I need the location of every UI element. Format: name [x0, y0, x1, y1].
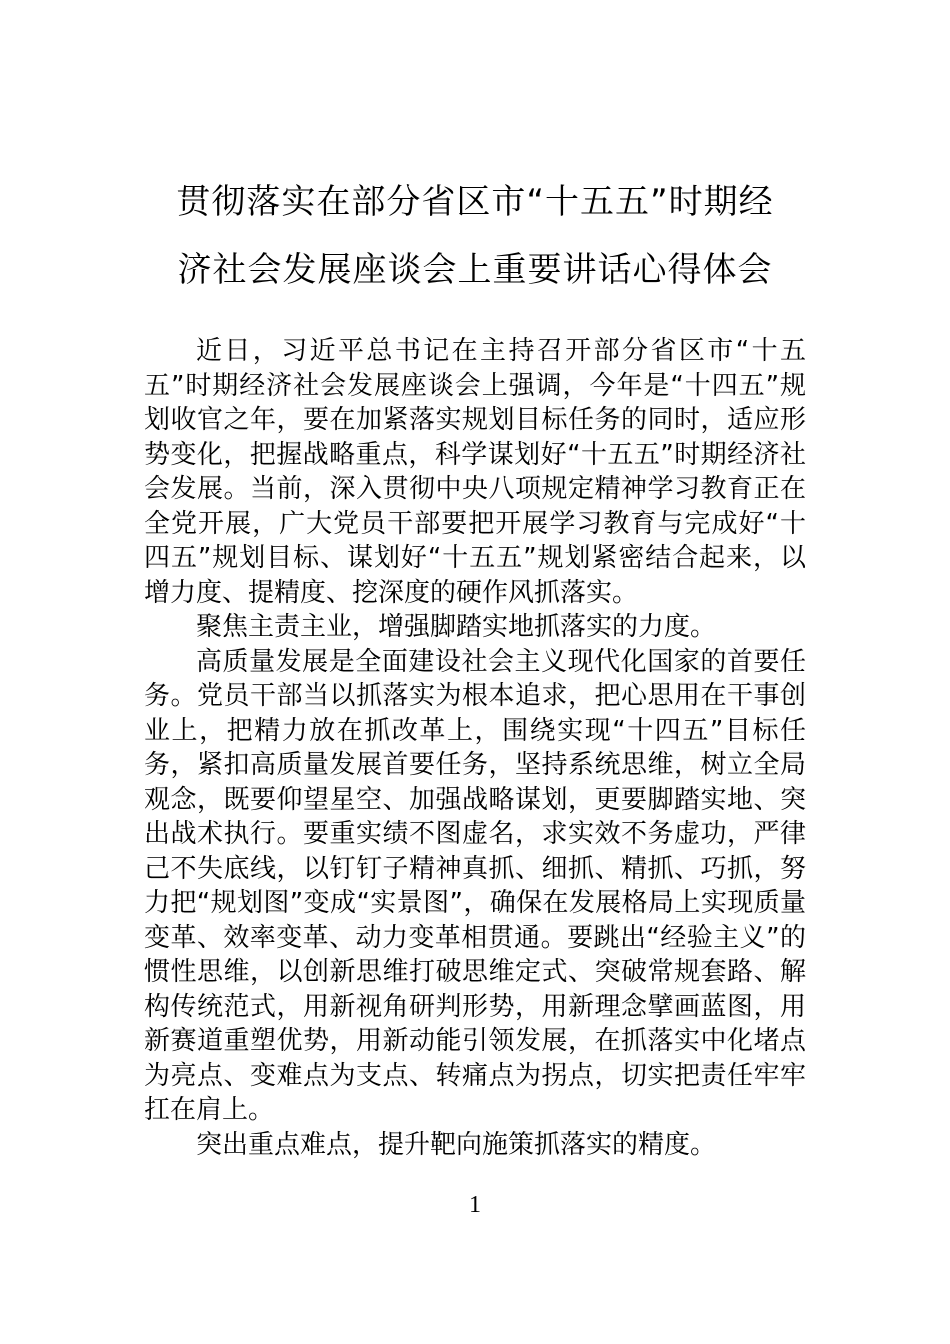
- title-line-2: 济社会发展座谈会上重要讲话心得体会: [177, 250, 773, 290]
- page-number: 1: [469, 1192, 481, 1218]
- document-title: [100, 168, 850, 304]
- paragraph-intro: 近日，习近平总书记在主持召开部分省区市“十五五”时期经济社会发展座谈会上强调，今年是“十四五”规划收官之年，要在加紧落实规划目标任务的同时，适应形势变化，把握战略重点，科学谋划好“十五五”时期经济社会发展。当前，深入贯彻中央八项规定精神学习教育正在全党开展，广大党员干部要把开展学习教育与完成好“十四五”规划目标、谋划好“十五五”规划紧密结合起来，以增力度、提精度、挖深度的硬作风抓落实。: [144, 336, 806, 608]
- document-body: [144, 334, 806, 1162]
- paragraph-body-1: 高质量发展是全面建设社会主义现代化国家的首要任务。党员干部当以抓落实为根本追求，把心思用在干事创业上，把精力放在抓改革上，围绕实现“十四五”目标任务，紧扣高质量发展首要任务，坚持系统思维，树立全局观念，既要仰望星空、加强战略谋划，更要脚踏实地、突出战术执行。要重实绩不图虚名，求实效不务虚功，严律己不失底线，以钉钉子精神真抓、细抓、精抓、巧抓，努力把“规划图”变成“实景图”，确保在发展格局上实现质量变革、效率变革、动力变革相贯通。要跳出“经验主义”的惯性思维，以创新思维打破思维定式、突破常规套路、解构传统范式，用新视角研判形势，用新理念擘画蓝图，用新赛道重塑优势，用新动能引领发展，在抓落实中化堵点为亮点、变难点为支点、转痛点为拐点，切实把责任牢牢扛在肩上。: [144, 646, 806, 1125]
- paragraph-heading-1: 聚焦主责主业，增强脚踏实地抓落实的力度。: [196, 612, 717, 642]
- paragraph-heading-2: 突出重点难点，提升靶向施策抓落实的精度。: [196, 1129, 717, 1160]
- title-line-1: 贯彻落实在部分省区市“十五五”时期经: [176, 182, 774, 222]
